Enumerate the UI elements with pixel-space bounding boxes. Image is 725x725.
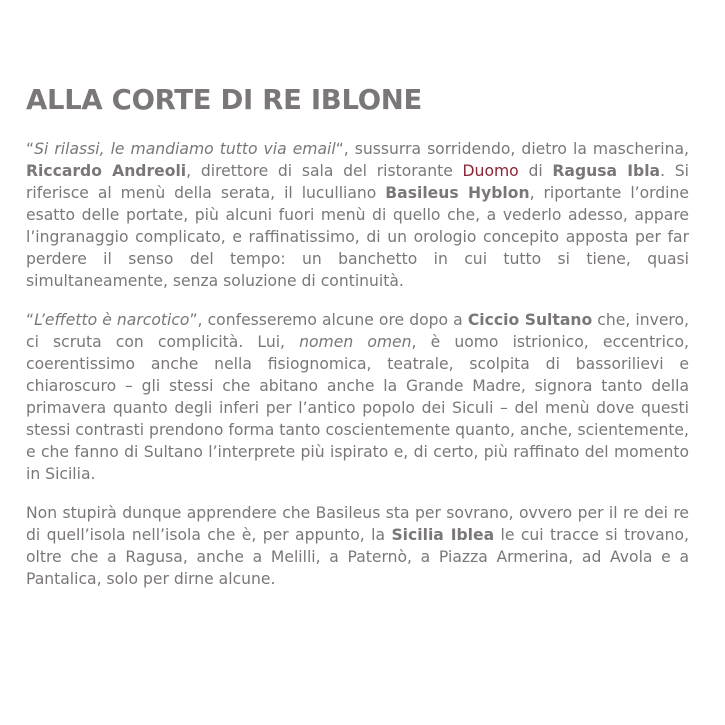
article-title: ALLA CORTE DI RE IBLONE xyxy=(26,84,422,116)
text-segment: , è uomo istrionico, eccentrico, coerentissimo anche nella fisiognomica, teatrale, scolpita di bassorilievi e chiaroscuro – gli stessi che abitano anche la Grande Madre, signora tanto della primavera quanto degli inferi per l’antico popolo dei Siculi – del menù dove questi stessi contrasti prendono forma tanto coscientemente quanto, anche, scientemente, e che fanno di Sultano l’interprete più ispirato e, di certo, più raffinato del momento in Sicilia. xyxy=(26,333,689,483)
text-segment: , direttore di sala del ristorante xyxy=(186,162,463,180)
paragraph-2 xyxy=(26,309,689,485)
text-segment: ”, confesseremo alcune ore dopo a xyxy=(189,311,468,329)
person-name: Riccardo Andreoli xyxy=(26,162,187,180)
menu-name: Basileus Hyblon xyxy=(385,184,530,202)
quote-text: Si rilassi, le mandiamo tutto via email xyxy=(34,140,336,158)
text-segment: le cui tracce si trovano, oltre che a Ragusa, anche a Melilli, a Paternò, a Piazza Armerina, ad Avola e a Pantalica, solo per dirne alcune. xyxy=(26,526,690,588)
restaurant-link[interactable]: Duomo xyxy=(462,162,519,180)
text-segment: di xyxy=(518,162,553,180)
place-name: Ragusa Ibla xyxy=(552,162,661,180)
latin-phrase: nomen omen xyxy=(299,333,412,351)
text-segment: “, sussurra sorridendo, dietro la mascherina, xyxy=(335,140,689,158)
quote-mark: “ xyxy=(26,140,35,158)
text-segment: , riportante l’ordine esatto delle portate, più alcuni fuori menù di quello che, a vederlo adesso, appare l’ingranaggio complicato, e raffinatissimo, di un orologio concepito apposta per far perdere il senso del tempo: un banchetto in cui tutto si tiene, quasi simultaneamente, senza soluzione di continuità. xyxy=(26,184,689,290)
quote-mark: “ xyxy=(26,311,35,329)
text-segment: . Si riferisce al menù della serata, il luculliano xyxy=(26,162,689,202)
paragraph-3 xyxy=(26,502,689,590)
text-segment: che, invero, ci scruta con complicità. Lui, xyxy=(26,311,689,351)
chef-name: Ciccio Sultano xyxy=(467,311,593,329)
region-name: Sicilia Iblea xyxy=(391,526,495,544)
quote-text: L’effetto è narcotico xyxy=(34,311,190,329)
text-segment: Non stupirà dunque apprendere che Basileus sta per sovrano, ovvero per il re dei re di quell’isola nell’isola che è, per appunto, la xyxy=(26,504,689,544)
paragraph-1 xyxy=(26,138,689,292)
